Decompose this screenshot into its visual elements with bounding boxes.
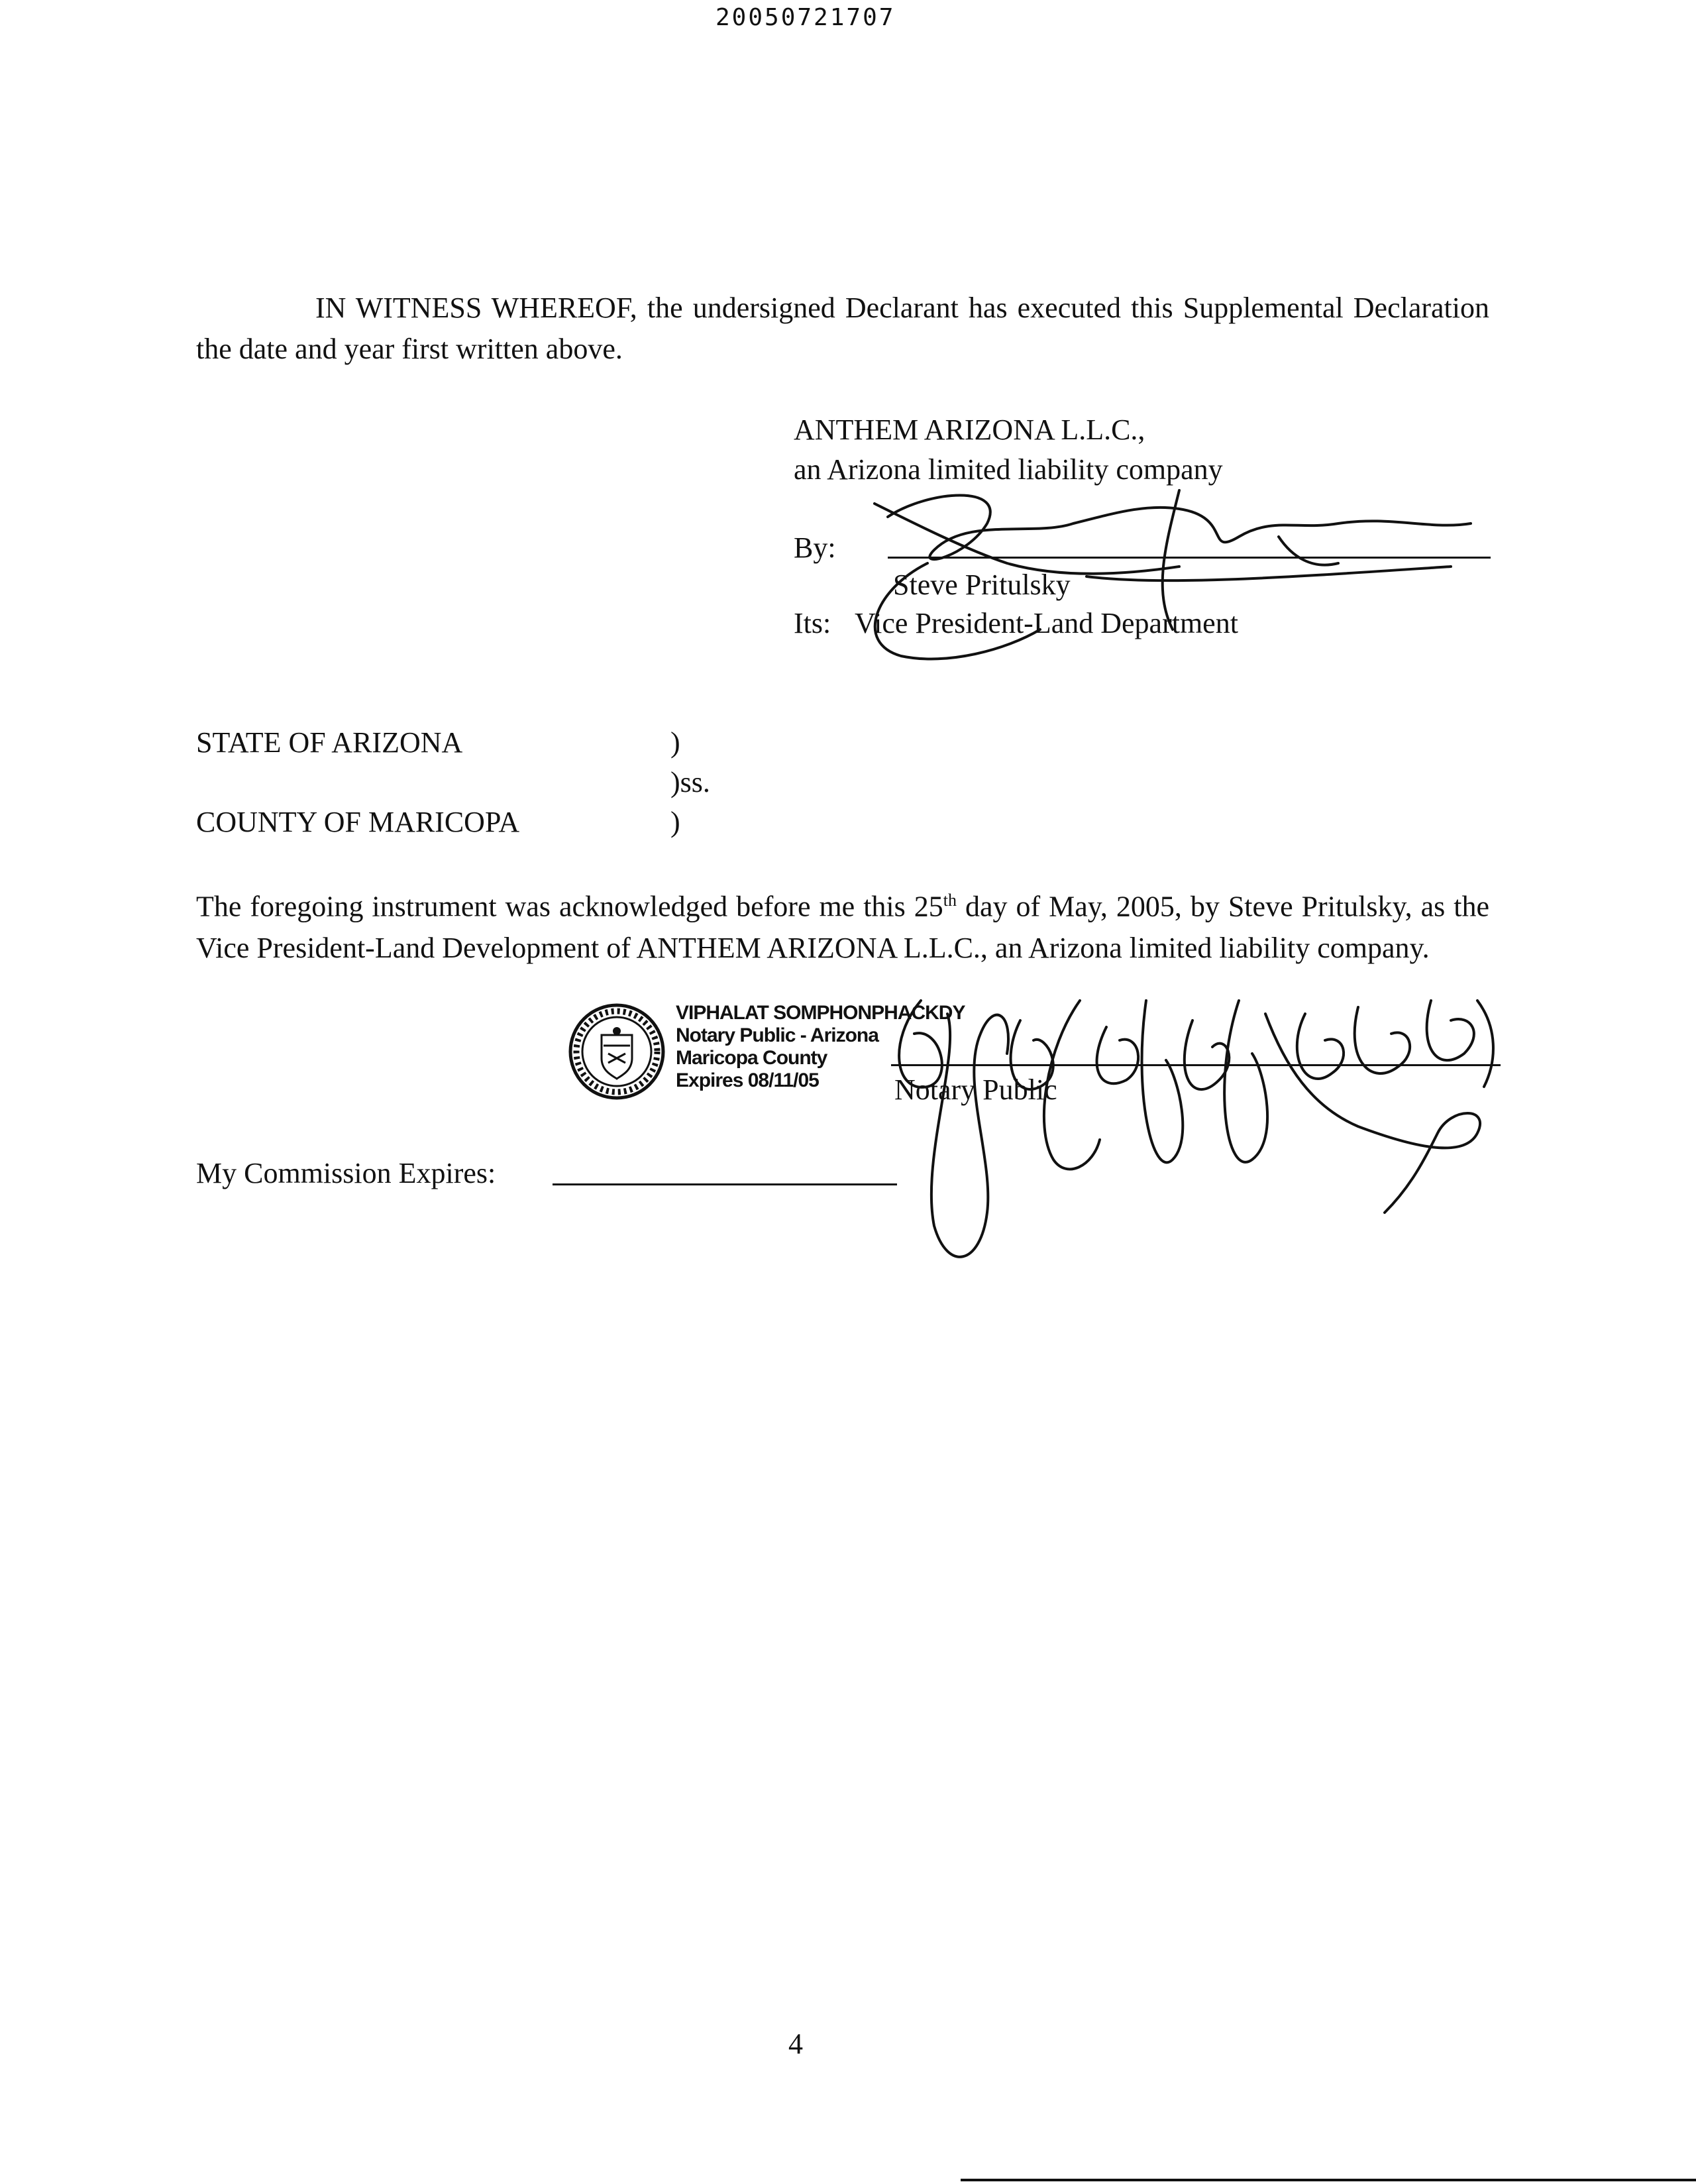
- acknowledgment-superscript: th: [943, 891, 957, 910]
- acknowledgment-text-part1: The foregoing instrument was acknowledged before me this 25: [196, 890, 943, 923]
- company-name: ANTHEM ARIZONA L.L.C.,: [794, 413, 1145, 446]
- stamp-expiration: Expires 08/11/05: [676, 1069, 819, 1091]
- scan-edge-line: [961, 2179, 1696, 2181]
- company-description: an Arizona limited liability company: [794, 453, 1223, 486]
- its-label: Its:: [794, 607, 831, 639]
- notary-signature-line: [891, 1064, 1501, 1066]
- witness-paragraph: IN WITNESS WHEREOF, the undersigned Declarant has executed this Supplemental Declaration the date and year first written above.: [196, 292, 1489, 365]
- by-label: By:: [794, 531, 836, 564]
- notary-signature: [881, 961, 1544, 1272]
- venue-ss: )ss.: [670, 766, 710, 798]
- signer-title: Vice President-Land Department: [855, 607, 1238, 639]
- commission-expires-label: My Commission Expires:: [196, 1157, 496, 1189]
- notary-public-label: Notary Public: [894, 1073, 1057, 1106]
- acknowledgment-text-part2: day of May, 2005, by Steve Pritulsky, as the Vice President-Land Development of ANTHEM ARIZONA L.L.C., an Arizona limited liability company.: [196, 890, 1490, 964]
- acknowledgment-paragraph: [196, 880, 1489, 969]
- stamp-notary-name: VIPHALAT SOMPHONPHACKDY: [676, 1002, 965, 1024]
- signature-line: [888, 557, 1491, 559]
- page-number: 4: [788, 2028, 803, 2060]
- commission-expires-line: [553, 1183, 897, 1185]
- venue-paren-bottom: ): [670, 806, 680, 838]
- stamp-county: Maricopa County: [676, 1047, 827, 1069]
- venue-state: STATE OF ARIZONA: [196, 726, 463, 759]
- recording-number: 20050721707: [716, 4, 896, 31]
- notary-seal-icon: [567, 1002, 666, 1101]
- signer-name: Steve Pritulsky: [893, 569, 1071, 601]
- stamp-notary-title: Notary Public - Arizona: [676, 1024, 878, 1046]
- venue-county: COUNTY OF MARICOPA: [196, 806, 520, 838]
- venue-paren-top: ): [670, 726, 680, 759]
